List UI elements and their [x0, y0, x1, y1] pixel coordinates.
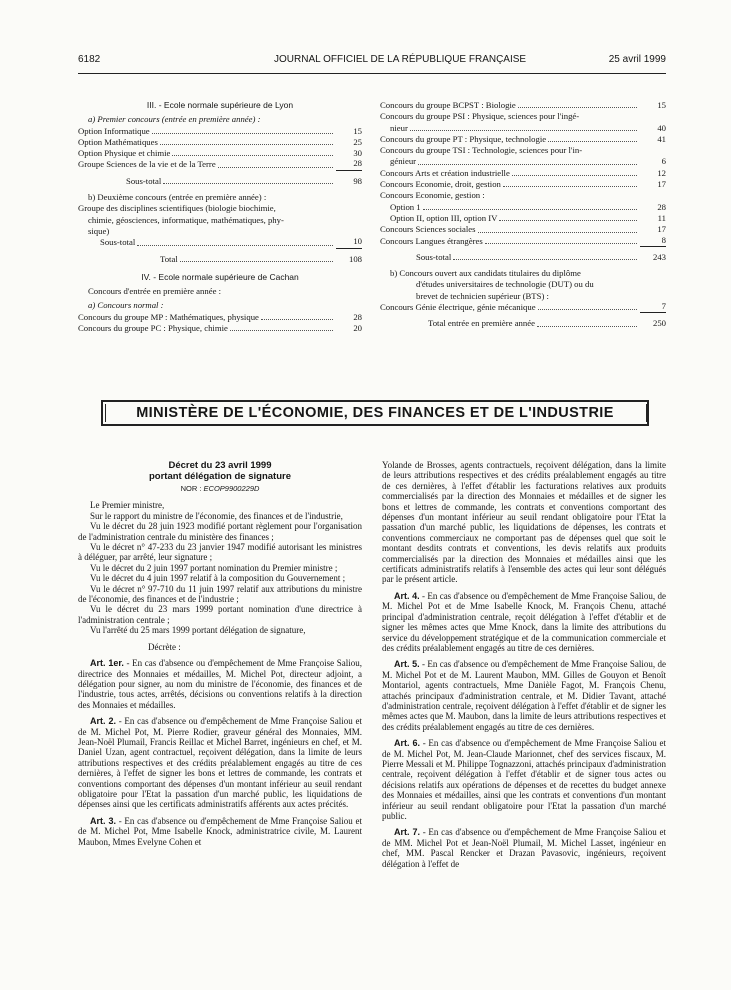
article-1: Art. 1er. - En cas d'absence ou d'empêchement de Mme Françoise Saliou, directrice des Monnaies et médailles, M. Michel Pot, directeur adjoint, a délégation pour signer, au nom du ministre de l'économie, des finances et de l'industrie, tous actes, arrêtés, décisions ou conventions relatifs à la direction des Monnaies et médailles. — [78, 658, 362, 710]
table-row: Option Physique et chimie 30 — [78, 148, 362, 159]
ministry-banner — [101, 400, 649, 426]
journal-title: JOURNAL OFFICIEL DE LA RÉPUBLIQUE FRANÇAISE — [274, 54, 527, 65]
table-row: Option II, option III, option IV 11 — [390, 212, 666, 223]
lyon-b-line: sique) — [88, 225, 110, 236]
table-row: Concours du groupe PC : Physique, chimie 20 — [78, 323, 362, 334]
table-row-text: Concours du groupe TSI : Technologie, sciences pour l'in- — [380, 145, 583, 156]
table-row: Concours du groupe MP : Mathématiques, physique 28 — [78, 311, 362, 322]
lyon-a-title: a) Premier concours (entrée en première année) : — [88, 114, 261, 125]
issue-date: 25 avril 1999 — [608, 54, 666, 65]
running-header — [78, 54, 666, 68]
table-row: Concours du groupe BCPST : Biologie 15 — [380, 100, 666, 110]
lyon-b-line: Groupe des disciplines scientifiques (biologie biochimie, — [78, 203, 276, 214]
table-row-text: Concours Economie, gestion : — [380, 190, 485, 201]
visa: Vu le décret n° 47-233 du 23 janvier 1947 modifié autorisant les ministres à déléguer, par arrêté, leur signature ; — [78, 542, 362, 563]
table-row: Concours Langues étrangères 8 — [380, 234, 666, 246]
table-row: génieur 6 — [390, 156, 666, 167]
article-7: Art. 7. - En cas d'absence ou d'empêchement de Mme Françoise Saliou et de MM. Michel Pot et Jean-Noël Plumail, M. Michel Lasset, ingénieur en chef, MM. Pascal Rencker et Drazan Pavasovic, ingénieurs, reçoivent délégation à l'effet de — [382, 827, 667, 869]
page-number: 6182 — [78, 54, 101, 65]
table-row: Concours Sciences sociales 17 — [380, 224, 666, 235]
article-3: Art. 3. - En cas d'absence ou d'empêchement de Mme Françoise Saliou et de M. Michel Pot, Mme Isabelle Knock, administratrice civile, M. Laurent Maubon, Mmes Evelyne Cohen et — [78, 815, 363, 847]
visa: Vu l'arrêté du 25 mars 1999 portant délégation de signature, — [90, 625, 306, 636]
article-6: Art. 6. - En cas d'absence ou d'empêchement de Mme Françoise Saliou et de M. Michel Pot, M. Jean-Claude Marionnet, chef des services fiscaux, M. Pierre Messali et M. Philippe Tognazzoni, attachés principaux d'administration centrale, reçoivent délégation à l'effet d'établir et de signer tous actes ou décisions relatifs aux opérations de dépenses et de recettes du budget annexe des Monnaies et médailles, ainsi que les contrats et conventions d'un montant inférieur au seuil rendant obligatoire pour l'Etat la passation d'un marché public. — [382, 738, 667, 821]
article-3-continued: Yolande de Brosses, agents contractuels, reçoivent délégation, dans la limite de leurs attributions respectives et des crédits préalablement engagés au titre de ces dernières, à l'effet d'établir les facturations relatives aux produits commercialisés par la direction des Monnaies et médailles et de signer les bons et lettres de commande, les contrats et conventions comportant des dépenses d'un montant inférieur au seuil rendant obligatoire pour l'Etat la passation d'un marché public, les liquidations de dépenses, les contrats et conventions commerciaux ne comportant pas de dépenses quel que soit le montant desdits contrats et conventions, les devis relatifs aux produits commercialisés par la direction des Monnaies et médailles ainsi que les certificats administratifs relatifs à l'ensemble des actes qui leur sont délégués par le présent article. — [382, 460, 666, 585]
cachan-intro: Concours d'entrée en première année : — [88, 286, 222, 297]
left-table-column — [78, 98, 362, 334]
right-b-line: d'études universitaires de technologie (DUT) ou du — [416, 279, 594, 290]
cachan-a-title: a) Concours normal : — [88, 300, 164, 311]
lyon-b-title: b) Deuxième concours (entrée en première année) : — [88, 192, 267, 203]
lyon-heading: III. - Ecole normale supérieure de Lyon — [146, 100, 294, 110]
visa: Vu le décret du 23 mars 1999 portant nomination d'une directrice à l'administration centrale ; — [78, 604, 362, 625]
visa: Sur le rapport du ministre de l'économie, des finances et de l'industrie, — [90, 510, 343, 521]
lyon-b-line: chimie, géosciences, informatique, mathématiques, phy- — [88, 214, 284, 225]
table-row: Groupe Sciences de la vie et de la Terre 28 — [78, 158, 362, 170]
table-row: Option Informatique 15 — [78, 125, 362, 136]
decree-left-column — [78, 460, 362, 847]
premier-ministre: Le Premier ministre, — [90, 500, 165, 511]
table-row-text: Concours du groupe PSI : Physique, sciences pour l'ingé- — [380, 111, 580, 122]
decrete: Décrète : — [148, 641, 181, 652]
lyon-b-subtotal: Sous-total 10 — [100, 236, 362, 248]
right-subtotal: Sous-total 243 — [416, 251, 666, 262]
grand-total: Total entrée en première année 250 — [428, 318, 666, 329]
table-row: nieur 40 — [390, 122, 666, 133]
decree-subtitle: portant délégation de signature — [149, 471, 291, 482]
right-b-line: b) Concours ouvert aux candidats titulaires du diplôme — [390, 268, 581, 279]
table-row: Concours Arts et création industrielle 12 — [380, 167, 666, 178]
table-row: Option 1 28 — [390, 201, 666, 212]
decree-title: Décret du 23 avril 1999 — [168, 460, 272, 471]
lyon-total: Total 108 — [160, 253, 362, 264]
header-rule — [78, 73, 666, 74]
article-2: Art. 2. - En cas d'absence ou d'empêchement de Mme Françoise Saliou et de M. Michel Pot, M. Pierre Rodier, graveur général des Monnaies, MM. Jean-Noël Plumail, Francis Reillac et Michel Barret, ingénieurs en chef, et M. Daniel Uzan, agent contractuel, reçoivent délégation, dans la limite de leurs attributions respectives et des crédits préalablement engagés au titre de ces dernières, à l'effet de signer les bons et lettres de commande, les contrats et conventions comportant des dépenses d'un montant inférieur au seuil rendant obligatoire pour l'Etat la passation d'un marché public, les liquidations de dépenses ainsi que les certificats administratifs afférents aux actes précités. — [78, 716, 363, 810]
right-b-line: brevet de technicien supérieur (BTS) : — [416, 290, 549, 301]
visa: Vu le décret n° 97-710 du 11 juin 1997 relatif aux attributions du ministre de l'économie, des finances et de l'industrie ; — [78, 583, 362, 605]
visa: Vu le décret du 2 juin 1997 portant nomination du Premier ministre ; — [90, 562, 338, 573]
lyon-a-subtotal: Sous-total 98 — [126, 175, 362, 186]
visa: Vu le décret du 28 juin 1923 modifié portant règlement pour l'organisation de l'administration centrale du ministère des finances ; — [78, 521, 362, 542]
table-row: Option Mathématiques 25 — [78, 136, 362, 147]
visa: Vu le décret du 4 juin 1997 relatif à la composition du Gouvernement ; — [90, 573, 346, 584]
ministry-banner-text: MINISTÈRE DE L'ÉCONOMIE, DES FINANCES ET DE L'INDUSTRIE — [136, 405, 614, 421]
article-5: Art. 5. - En cas d'absence ou d'empêchement de Mme Françoise Saliou, de M. Michel Pot et de M. Laurent Maubon, MM. Gilles de Gouyon et Benoît Montariol, agents contractuels, Mme Danièle Fagot, M. François Chenu, attachés principaux d'administration centrale, et M. Didier Tavant, attaché d'administration centrale, reçoivent délégation à l'effet d'établir et de signer les mêmes actes que M. Maubon, dans la limite de leurs attributions respectives et des crédits préalablement engagés au titre de ces dernières. — [382, 659, 666, 732]
cachan-heading: IV. - Ecole normale supérieure de Cachan — [141, 271, 299, 282]
nor-reference: NOR : ECOP9900229D — [180, 484, 260, 493]
table-row: Concours Génie électrique, génie mécanique 7 — [380, 301, 666, 313]
right-table-column — [380, 100, 666, 330]
article-4: Art. 4. - En cas d'absence ou d'empêchement de Mme Françoise Saliou, de M. Michel Pot et de Mme Isabelle Knock, M. François Chenu, attaché principal d'administration centrale, reçoit délégation à l'effet d'établir et de signer les mêmes actes que Mme Knock, dans la limite des attributions du service du développement stratégique et de la communication commerciale et des crédits préalablement engagés au titre de ces dernières. — [382, 590, 666, 653]
table-row: Concours du groupe PT : Physique, technologie 41 — [380, 133, 666, 144]
table-row: Concours Economie, droit, gestion 17 — [380, 179, 666, 190]
decree-right-column — [382, 460, 666, 869]
